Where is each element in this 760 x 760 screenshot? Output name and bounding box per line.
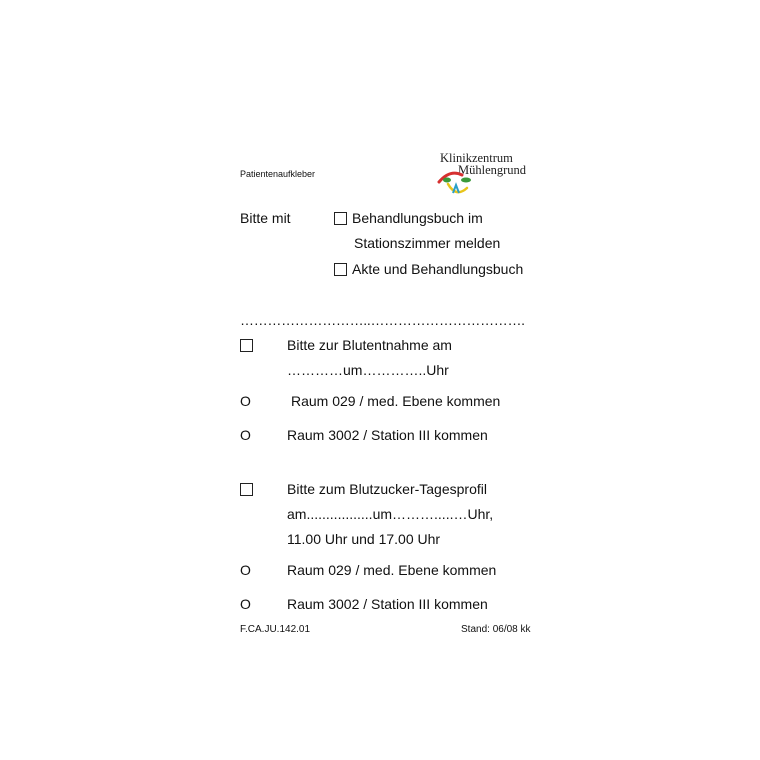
option-behandlungsbuch-line2: Stationszimmer melden bbox=[354, 235, 501, 251]
intro-label: Bitte mit bbox=[240, 210, 291, 226]
glucose-choice2-label: Raum 3002 / Station III kommen bbox=[287, 596, 488, 612]
blood-draw-choice1-label: Raum 029 / med. Ebene kommen bbox=[291, 393, 501, 409]
form-version: Stand: 06/08 kk bbox=[461, 624, 531, 635]
glucose-choice1-mark[interactable]: O bbox=[240, 562, 251, 578]
logo-line-2: Mühlengrund bbox=[458, 163, 527, 177]
glucose-line2: am.................um……….....…Uhr, bbox=[287, 506, 494, 522]
blood-draw-choice1-mark[interactable]: O bbox=[240, 393, 251, 409]
glucose-line1: Bitte zum Blutzucker-Tagesprofil bbox=[287, 481, 487, 497]
option-behandlungsbuch-checkbox[interactable] bbox=[334, 212, 347, 225]
blood-draw-checkbox[interactable] bbox=[240, 339, 253, 352]
glucose-choice1-label: Raum 029 / med. Ebene kommen bbox=[287, 562, 497, 578]
form-code: F.CA.JU.142.01 bbox=[240, 624, 311, 635]
blood-draw-line1: Bitte zur Blutentnahme am bbox=[287, 337, 452, 353]
blood-draw-line2: …………um…………..Uhr bbox=[287, 362, 449, 378]
dotted-separator: ………………………..……………………………. bbox=[240, 312, 525, 328]
logo-line-1: Klinikzentrum bbox=[440, 151, 513, 165]
blood-draw-choice2-label: Raum 3002 / Station III kommen bbox=[287, 427, 488, 443]
glucose-choice2-mark[interactable]: O bbox=[240, 596, 251, 612]
clinic-logo bbox=[436, 152, 540, 202]
sticker-label: Patientenaufkleber bbox=[240, 169, 316, 179]
option-akte-label: Akte und Behandlungsbuch bbox=[352, 261, 524, 277]
option-behandlungsbuch-line1: Behandlungsbuch im bbox=[352, 210, 483, 226]
hospital-logo-icon bbox=[436, 166, 480, 200]
glucose-profile-checkbox[interactable] bbox=[240, 483, 253, 496]
glucose-line3: 11.00 Uhr und 17.00 Uhr bbox=[287, 531, 441, 547]
blood-draw-choice2-mark[interactable]: O bbox=[240, 427, 251, 443]
option-akte-checkbox[interactable] bbox=[334, 263, 347, 276]
